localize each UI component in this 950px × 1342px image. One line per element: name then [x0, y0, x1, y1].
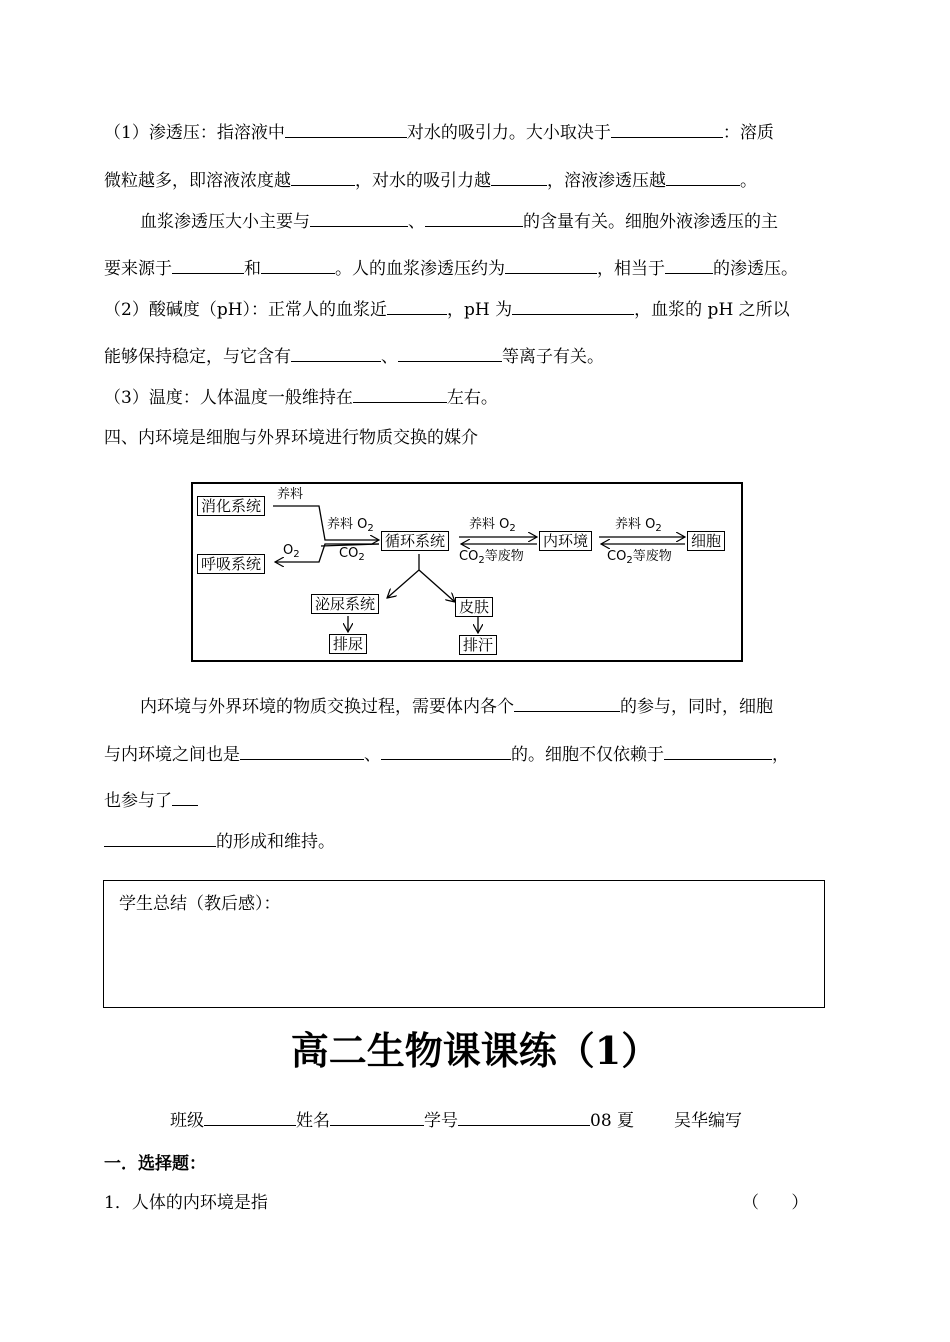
line-ph: （2）酸碱度（pH）：正常人的血浆近 ，pH 为 ，血浆的 pH 之所以	[104, 297, 790, 322]
blank[interactable]	[104, 829, 216, 847]
label-co2: $CO_2$	[339, 546, 365, 563]
box-sweat: 排汗	[459, 635, 497, 655]
name-field[interactable]	[330, 1108, 424, 1126]
question-1-answer-slot[interactable]: （ ）	[742, 1193, 809, 1213]
label-nutrients-o2: 养料 $O_2$	[327, 517, 374, 534]
line-osmotic-source: 要来源于 和 。人的血浆渗透压约为 ，相当于 的渗透压。	[104, 256, 798, 281]
line-osmotic-conc: 微粒越多，即溶液浓度越 ，对水的吸引力越 ，溶液渗透压越 。	[104, 168, 757, 193]
line-temperature: （3）温度：人体温度一般维持在 左右。	[104, 385, 498, 410]
line-ph-ions: 能够保持稳定，与它含有 、 等离子有关。	[104, 344, 604, 369]
blank[interactable]	[665, 256, 713, 274]
blank[interactable]	[240, 742, 364, 760]
summary-label: 学生总结（教后感）：	[119, 894, 281, 914]
blank[interactable]	[398, 344, 502, 362]
arrow-to-urinary	[387, 554, 419, 598]
question-1: 1．人体的内环境是指	[104, 1193, 268, 1213]
blank[interactable]	[425, 209, 523, 227]
box-digestive: 消化系统	[197, 496, 265, 516]
class-field[interactable]	[204, 1108, 296, 1126]
blank[interactable]	[512, 297, 634, 315]
blank[interactable]	[172, 788, 198, 806]
box-skin: 皮肤	[455, 597, 493, 617]
label-nutrients: 养料	[277, 487, 304, 502]
blank[interactable]	[611, 120, 723, 138]
box-urinary: 泌尿系统	[311, 594, 379, 614]
blank[interactable]	[310, 209, 408, 227]
blank[interactable]	[505, 256, 597, 274]
blank[interactable]	[381, 742, 511, 760]
label-nutrients-o2-2: 养料 $O_2$	[469, 517, 516, 534]
blank[interactable]	[291, 344, 381, 362]
blank[interactable]	[491, 168, 547, 186]
box-circulatory: 循环系统	[381, 531, 449, 551]
label-co2-waste: $CO_2$等废物	[459, 549, 524, 566]
blank[interactable]	[172, 256, 244, 274]
line-plasma-osmotic: 血浆渗透压大小主要与 、 的含量有关。细胞外液渗透压的主	[140, 209, 778, 234]
student-id-field[interactable]	[458, 1108, 590, 1126]
label-nutrients-o2-3: 养料 $O_2$	[615, 517, 662, 534]
line-exchange-process: 内环境与外界环境的物质交换过程，需要体内各个 的参与，同时，细胞	[140, 694, 773, 719]
student-info-line: 班级 姓名 学号 08 夏 吴华编写	[170, 1106, 742, 1131]
label-o2: $O_2$	[283, 543, 300, 560]
box-internal-env: 内环境	[539, 531, 592, 551]
line-participate: 也参与了	[104, 788, 198, 813]
blank[interactable]	[353, 385, 447, 403]
arrow-to-skin	[419, 570, 455, 602]
summary-box[interactable]	[103, 880, 825, 1008]
blank[interactable]	[666, 168, 740, 186]
blank[interactable]	[291, 168, 355, 186]
blank[interactable]	[387, 297, 447, 315]
label-co2-waste-2: $CO_2$等废物	[607, 549, 672, 566]
blank[interactable]	[285, 120, 407, 138]
line-cell-internal: 与内环境之间也是 、 的。细胞不仅依赖于 ，	[104, 742, 789, 767]
blank[interactable]	[664, 742, 772, 760]
box-urine: 排尿	[329, 634, 367, 654]
line-osmotic-def: （1）渗透压：指溶液中 对水的吸引力。大小取决于 ：溶质	[104, 120, 774, 145]
line-formation: 的形成和维持。	[104, 829, 335, 854]
exercise-title: 高二生物课课练（1）	[290, 1028, 660, 1073]
blank[interactable]	[514, 694, 620, 712]
exchange-diagram	[191, 482, 743, 662]
section-heading-four: 四、内环境是细胞与外界环境进行物质交换的媒介	[104, 428, 478, 448]
section-choice-heading: 一．选择题：	[104, 1154, 206, 1174]
box-cell: 细胞	[687, 531, 725, 551]
box-respiratory: 呼吸系统	[197, 554, 265, 574]
blank[interactable]	[261, 256, 335, 274]
